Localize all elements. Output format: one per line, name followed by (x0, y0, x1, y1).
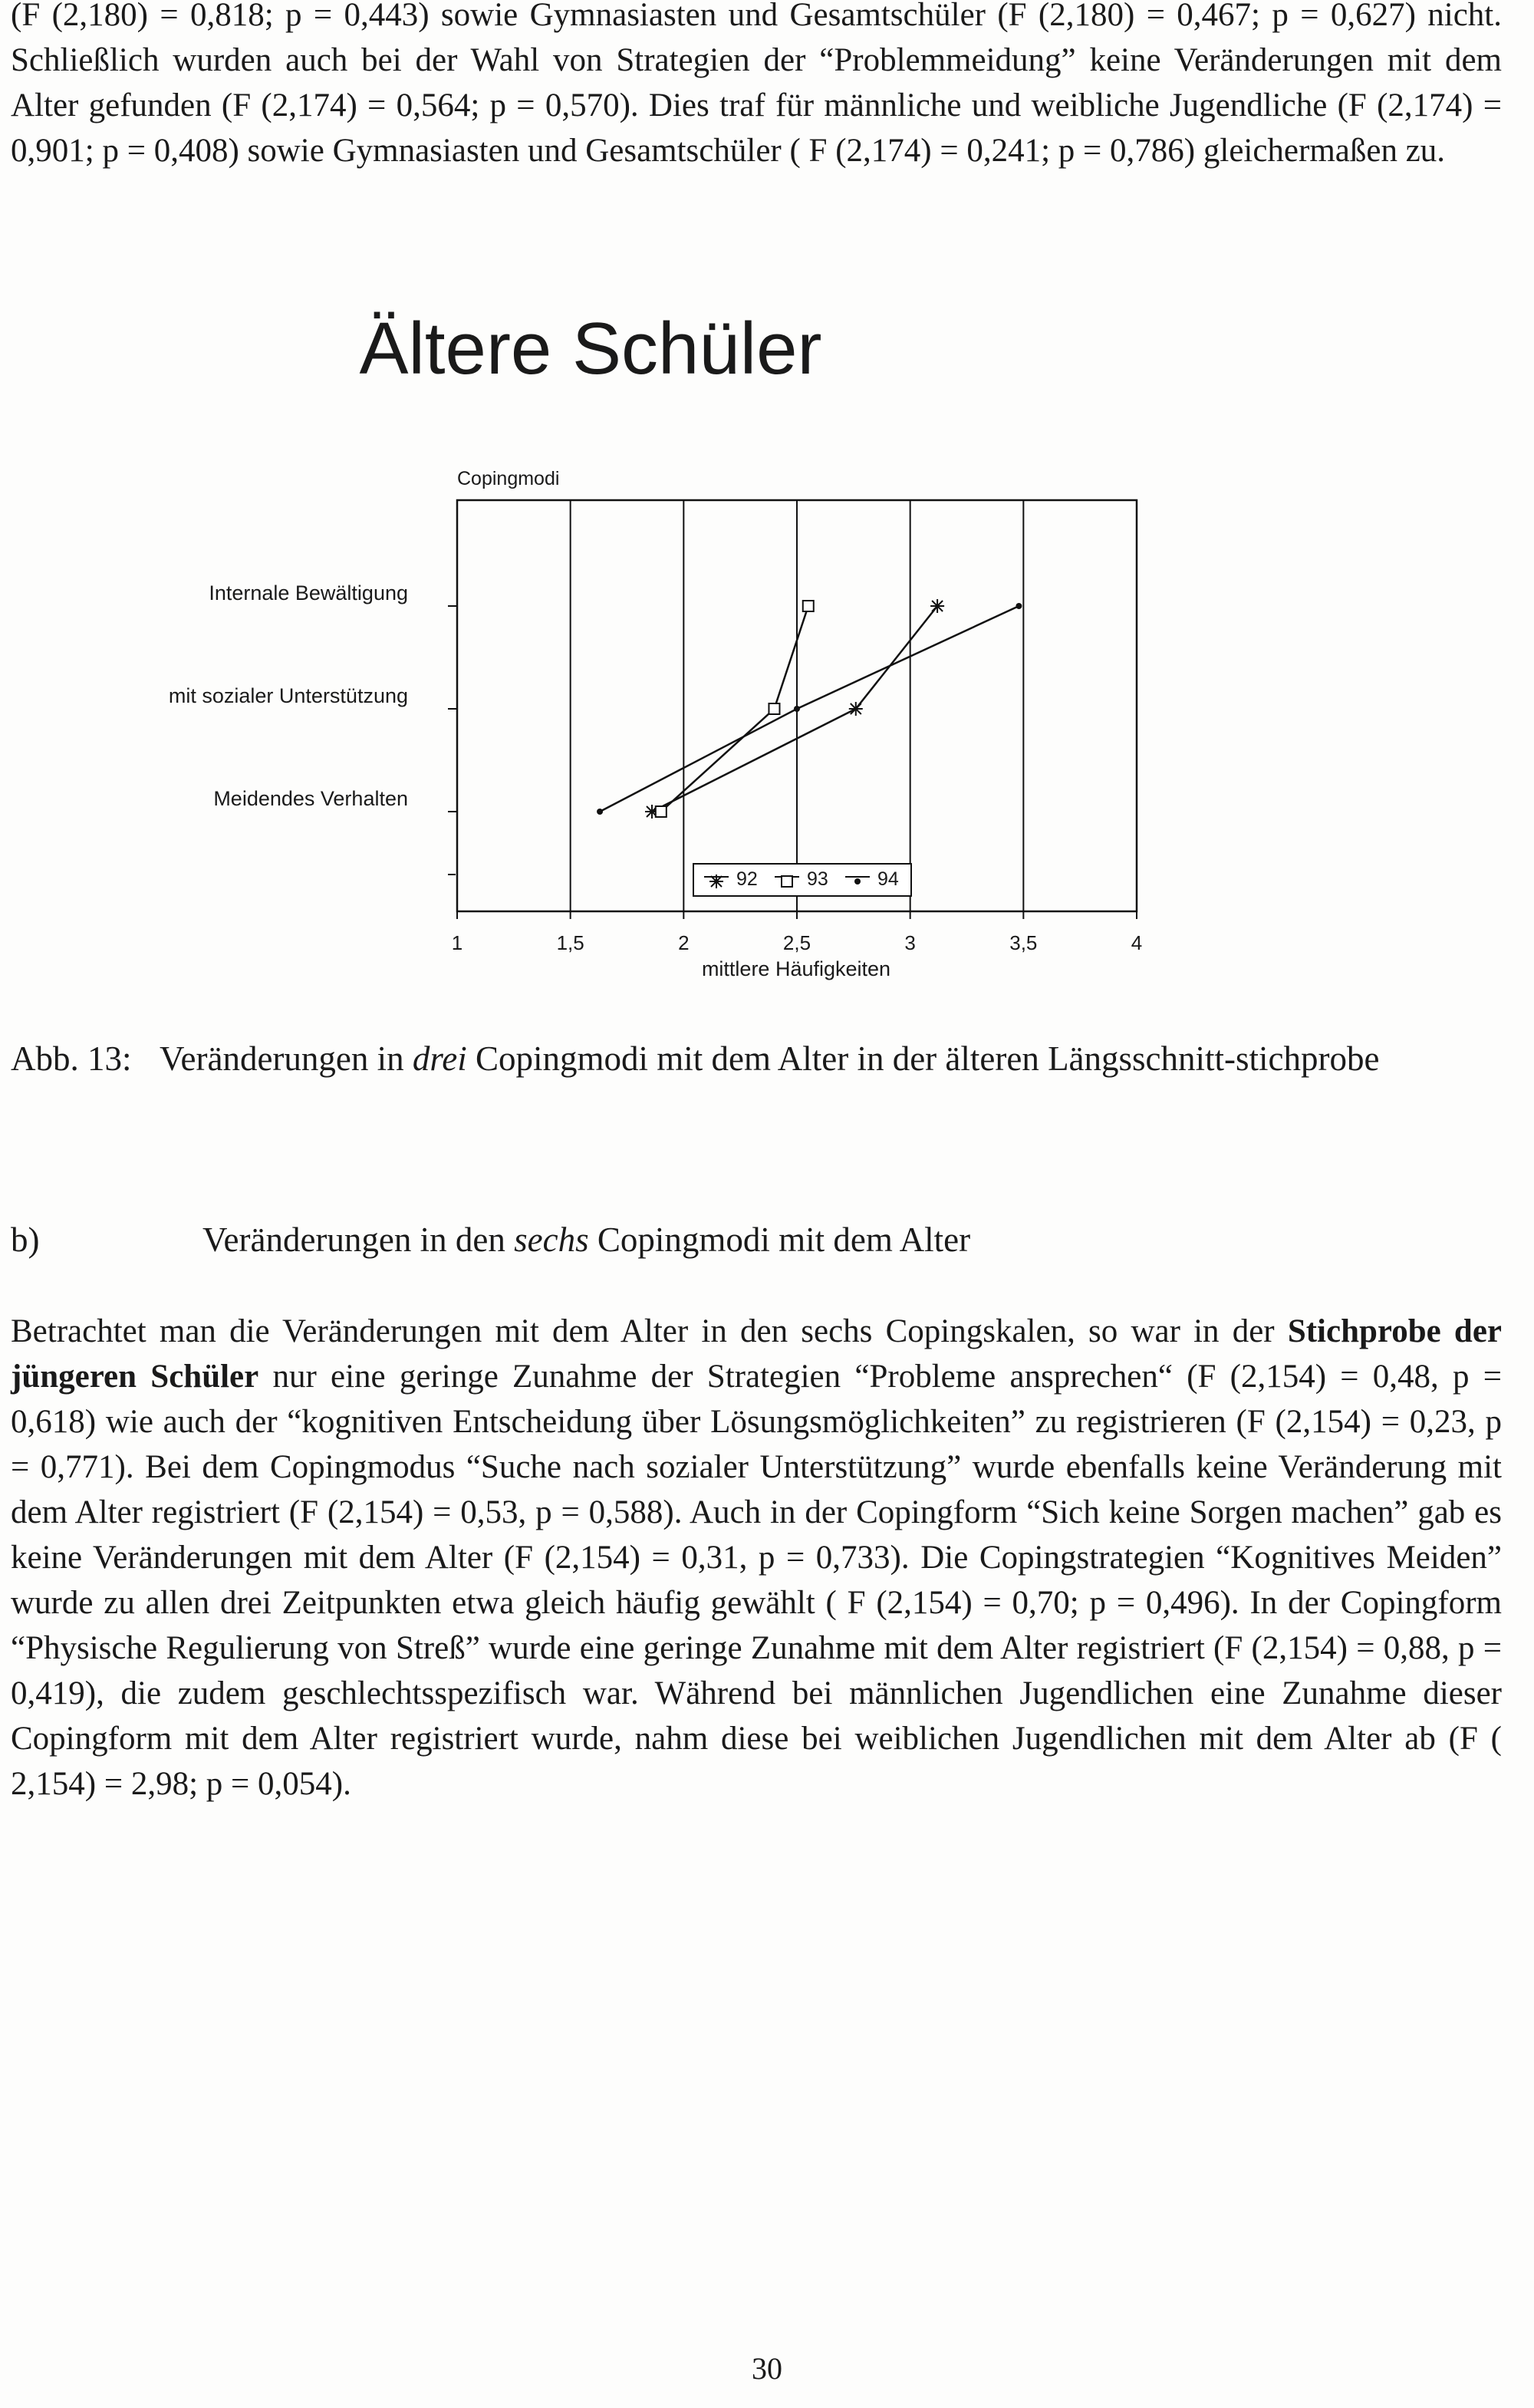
y-axis-label: Copingmodi (457, 468, 560, 489)
x-tick-label: 2 (678, 931, 690, 954)
caption-text (160, 1036, 1448, 1082)
series-94 (597, 603, 1022, 815)
square-marker (782, 876, 792, 887)
paragraph-bottom (11, 1309, 1502, 1807)
dot-marker (854, 878, 861, 884)
legend-label: 94 (877, 868, 899, 890)
paragraph-top: (F (2,180) = 0,818; p = 0,443) sowie Gymnasiasten und Gesamtschüler (F (2,180) = 0,467; p = 0,627) nicht. Schließlich wurden auch bei der Wahl von Strategien der “Problemmeidung” keine Veränderungen mit dem Alter gefunden (F (2,174) = 0,564; p = 0,570). Dies traf für männliche und weibliche Jugendliche (F (2,174) = 0,901; p = 0,408) sowie Gymnasiasten und Gesamtschüler ( F (2,174) = 0,241; p = 0,786) gleichermaßen zu. (11, 0, 1502, 169)
figure-caption (11, 1036, 1468, 1082)
section-text-before: Veränderungen in den (202, 1220, 515, 1259)
page-number: 30 (752, 2351, 782, 2386)
star-marker (930, 599, 944, 613)
legend-label: 92 (736, 868, 758, 890)
dot-marker (794, 706, 800, 712)
section-heading (11, 1217, 970, 1263)
x-tick-label: 3 (904, 931, 916, 954)
section-text-after: Copingmodi mit dem Alter (588, 1220, 971, 1259)
legend-label: 93 (807, 868, 828, 890)
square-marker (769, 703, 779, 714)
paragraph-bottom-bold: Stichprobe der jüngeren Schüler (11, 1313, 1502, 1395)
series-line (600, 606, 1019, 812)
caption-text-before: Veränderungen in (160, 1039, 413, 1078)
x-tick-label: 4 (1131, 931, 1143, 954)
star-marker (709, 875, 723, 888)
y-category-label: Internale Bewältigung (209, 581, 408, 604)
series-93 (656, 601, 814, 817)
section-emphasis: sechs (514, 1220, 589, 1259)
paragraph-bottom-before: Betrachtet man die Veränderungen mit dem Alter in den sechs Copingskalen, so war in der (11, 1313, 1288, 1349)
section-label: b) (11, 1220, 40, 1259)
paragraph-bottom-after: nur eine geringe Zunahme der Strategien “Probleme ansprechen“ (F (2,154) = 0,48, p = 0,618) wie auch der “kognitiven Entscheidung über Lösungsmöglichkeiten” zu registrieren (F (2,154) = 0,23, p = 0,771). Bei dem Copingmodus “Suche nach sozialer Unterstützung” wurde ebenfalls keine Veränderung mit dem Alter registriert (F (2,154) = 0,53, p = 0,588). Auch in der Copingform “Sich keine Sorgen machen” gab es keine Veränderungen mit dem Alter (F (2,154) = 0,31, p = 0,733). Die Copingstrategien “Kognitives Meiden” wurde zu allen drei Zeitpunkten etwa gleich häufig gewählt ( F (2,154) = 0,70; p = 0,496). In der Copingform “Physische Regulierung von Streß” wurde eine geringe Zunahme mit dem Alter registriert (F (2,154) = 0,88, p = 0,419), die zudem geschlechtsspezifisch war. Während bei männlichen Jugendlichen eine Zunahme dieser Copingform mit dem Alter registriert wurde, nahm diese bei weiblichen Jugendlichen mit dem Alter ab (F ( 2,154) = 2,98; p = 0,054). (11, 1359, 1502, 1802)
caption-text-after: Copingmodi mit dem Alter in der älteren Längsschnitt-stichprobe (466, 1039, 1380, 1078)
x-tick-label: 3,5 (1009, 931, 1038, 954)
dot-marker (597, 809, 603, 815)
square-marker (803, 601, 814, 611)
y-category-label: mit sozialer Unterstützung (168, 684, 408, 707)
x-axis-label: mittlere Häufigkeiten (701, 957, 891, 980)
chart-title: Ältere Schüler (359, 308, 822, 390)
star-marker (849, 702, 863, 716)
x-tick-label: 2,5 (782, 931, 811, 954)
x-tick-label: 1,5 (556, 931, 584, 954)
caption-emphasis: drei (412, 1039, 467, 1078)
y-category-label: Meidendes Verhalten (213, 787, 408, 810)
dot-marker (1016, 603, 1022, 609)
caption-label: Abb. 13: (11, 1039, 132, 1078)
square-marker (656, 806, 667, 817)
chart (0, 430, 1197, 1013)
x-tick-label: 1 (451, 931, 463, 954)
